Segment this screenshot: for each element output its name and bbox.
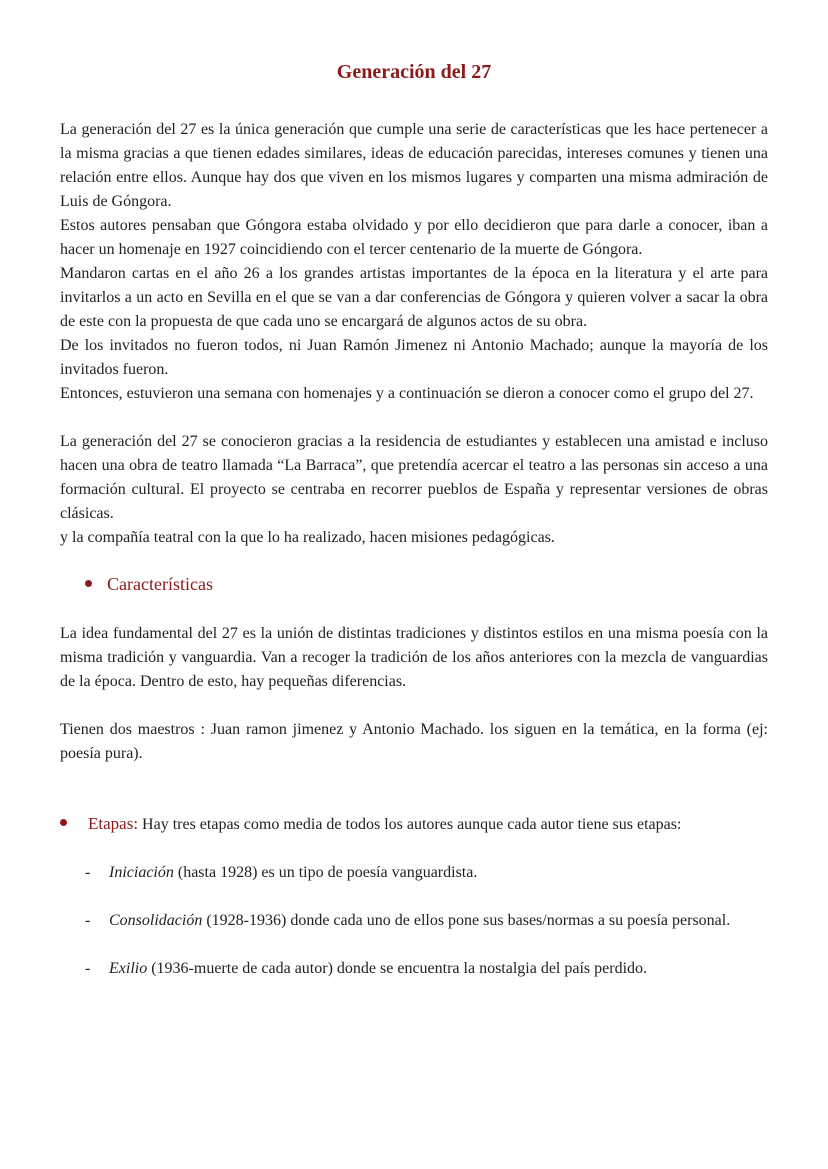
caracteristicas-heading bbox=[60, 572, 768, 596]
dash-marker: - bbox=[85, 864, 91, 881]
intro-paragraph-3: Mandaron cartas en el año 26 a los grandes artistas importantes de la época en la literatura y el arte para invitarlos a un acto en Sevilla en el que se van a dar conferencias de Góngora y quieren volver a sacar la obra de este con la propuesta de que cada uno se encargará de algunos actos de su obra. bbox=[60, 265, 768, 330]
etapas-heading bbox=[60, 812, 768, 837]
etapa-item bbox=[60, 957, 768, 981]
spacer bbox=[60, 694, 768, 718]
spacer bbox=[60, 550, 768, 572]
etapas-label: Etapas: bbox=[88, 814, 139, 833]
etapa-description: (1936-muerte de cada autor) donde se encuentra la nostalgia del país perdido. bbox=[147, 960, 648, 977]
barraca-paragraph: La generación del 27 se conocieron gracias a la residencia de estudiantes y establecen una amistad e incluso hacen una obra de teatro llamada “La Barraca”, que pretendía acercar el teatro a las personas sin acceso a una formación cultural. El proyecto se centraba en recorrer pueblos de España y representar versiones de obras clásicas. bbox=[60, 433, 768, 522]
spacer bbox=[60, 406, 768, 430]
spacer bbox=[60, 885, 768, 909]
dash-marker: - bbox=[85, 960, 91, 977]
intro-paragraph-1: La generación del 27 es la única generación que cumple una serie de características que les hace pertenecer a la misma gracias a que tienen edades similares, ideas de educación parecidas, intereses comunes y tienen una relación entre ellos. Aunque hay dos que viven en los mismos lugares y comparten una misma admiración de Luis de Góngora. bbox=[60, 121, 768, 210]
etapa-item bbox=[60, 909, 768, 933]
intro-paragraph-2: Estos autores pensaban que Góngora estaba olvidado y por ello decidieron que para darle a conocer, iban a hacer un homenaje en 1927 coincidiendo con el tercer centenario de la muerte de Góngora. bbox=[60, 217, 768, 258]
etapa-name: Exilio bbox=[109, 960, 148, 977]
etapa-name: Iniciación bbox=[109, 864, 174, 881]
spacer bbox=[60, 596, 768, 622]
etapas-text: Hay tres etapas como media de todos los autores aunque cada autor tiene sus etapas: bbox=[138, 816, 682, 833]
caracteristicas-paragraph-1: La idea fundamental del 27 es la unión de distintas tradiciones y distintos estilos en una misma poesía con la misma tradición y vanguardia. Van a recoger la tradición de los años anteriores con la mezcla de vanguardias de la época. Dentro de esto, hay pequeñas diferencias. bbox=[60, 625, 768, 690]
etapa-description: (1928-1936) donde cada uno de ellos pone sus bases/normas a su poesía personal. bbox=[202, 912, 731, 929]
page-title: Generación del 27 bbox=[336, 61, 492, 83]
dash-marker: - bbox=[85, 912, 91, 929]
spacer bbox=[60, 766, 768, 812]
etapa-description: (hasta 1928) es un tipo de poesía vanguardista. bbox=[173, 864, 478, 881]
intro-paragraph-5: Entonces, estuvieron una semana con homenajes y a continuación se dieron a conocer como el grupo del 27. bbox=[60, 385, 754, 402]
bullet-dot-icon bbox=[60, 819, 67, 826]
etapa-name: Consolidación bbox=[109, 912, 203, 929]
spacer bbox=[60, 933, 768, 957]
intro-paragraph-4: De los invitados no fueron todos, ni Juan Ramón Jimenez ni Antonio Machado; aunque la mayoría de los invitados fueron. bbox=[60, 337, 768, 378]
spacer bbox=[60, 837, 768, 861]
bullet-dot-icon bbox=[85, 580, 92, 587]
caracteristicas-heading-label: Características bbox=[107, 574, 213, 594]
etapa-item bbox=[60, 861, 768, 885]
caracteristicas-paragraph-2: Tienen dos maestros : Juan ramon jimenez y Antonio Machado. los siguen en la temática, en la forma (ej: poesía pura). bbox=[60, 721, 768, 762]
misiones-paragraph: y la compañía teatral con la que lo ha realizado, hacen misiones pedagógicas. bbox=[60, 529, 555, 546]
